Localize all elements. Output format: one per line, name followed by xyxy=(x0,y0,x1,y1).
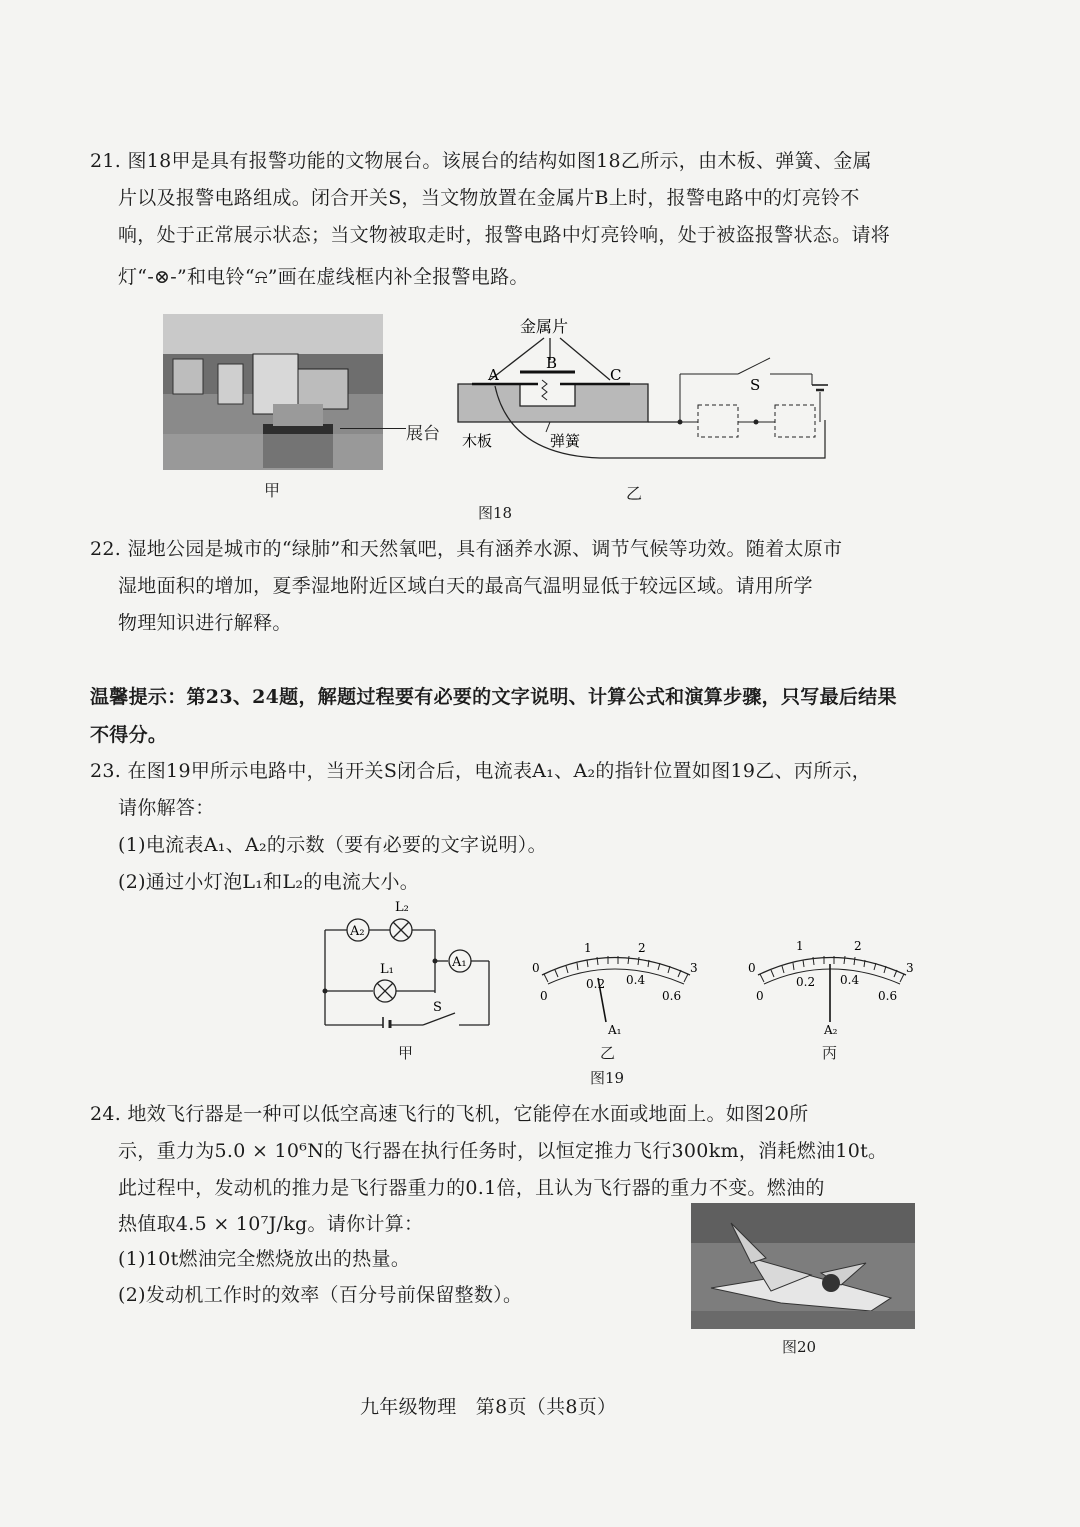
fig18-jia-label: 甲 xyxy=(264,481,281,500)
meter-bing-name: A₂ xyxy=(824,1023,838,1035)
a2-small-0.2: 0.2 xyxy=(796,975,816,989)
q24-line-1: 24. 地效飞行器是一种可以低空高速飞行的飞机，它能停在水面或地面上。如图20所 xyxy=(90,1103,809,1125)
q24-line-6: (2)发动机工作时的效率（百分号前保留整数）。 xyxy=(118,1284,523,1306)
page-footer: 九年级物理 第8页（共8页） xyxy=(360,1396,617,1418)
meter-yi-name: A₁ xyxy=(608,1023,622,1035)
exhibit-label: 展台 xyxy=(406,424,440,444)
q24-line-5: (1)10t燃油完全燃烧放出的热量。 xyxy=(118,1248,411,1270)
q24-line-2: 示，重力为5.0 × 10⁶N的飞行器在执行任务时，以恒定推力飞行300km，消耗燃油10t。 xyxy=(118,1140,888,1162)
fig19-yi-label: 乙 xyxy=(600,1044,616,1062)
a2-big-2: 2 xyxy=(854,939,862,953)
label-S: S xyxy=(750,376,761,394)
q21-line-3: 响，处于正常展示状态；当文物被取走时，报警电路中灯亮铃响，处于被盗报警状态。请将 xyxy=(118,224,891,246)
a1-big-3: 3 xyxy=(690,961,698,975)
tip-line-2: 不得分。 xyxy=(90,724,168,746)
fig20-caption: 图20 xyxy=(782,1338,817,1356)
a2-small-0: 0 xyxy=(756,989,764,1003)
q24-line-3: 此过程中，发动机的推力是飞行器重力的0.1倍，且认为飞行器的重力不变。燃油的 xyxy=(118,1177,825,1199)
q24-line-4: 热值取4.5 × 10⁷J/kg。请你计算： xyxy=(118,1213,424,1235)
a1-big-0: 0 xyxy=(532,961,540,975)
fig19-bing-label: 丙 xyxy=(822,1044,838,1062)
q23-line-2: 请你解答： xyxy=(118,797,215,819)
a2-big-0: 0 xyxy=(748,961,756,975)
fig18-caption: 图18 xyxy=(478,504,513,522)
q23-line-4: (2)通过小灯泡L₁和L₂的电流大小。 xyxy=(118,871,420,893)
tip-line-1: 温馨提示：第23、24题，解题过程要有必要的文字说明、计算公式和演算步骤，只写最后结果 xyxy=(90,686,897,708)
switch-s-label: S xyxy=(433,1000,442,1015)
lamp-l2-label: L₂ xyxy=(395,900,409,915)
a1-big-1: 1 xyxy=(584,941,592,955)
spring-label: 弹簧 xyxy=(550,432,581,450)
fig18-yi-label: 乙 xyxy=(626,484,643,503)
a1-small-0.2: 0.2 xyxy=(586,977,606,991)
q21-line-1: 21. 图18甲是具有报警功能的文物展台。该展台的结构如图18乙所示，由木板、弹簧、金属 xyxy=(90,150,872,172)
wood-label: 木板 xyxy=(462,432,493,450)
a1-small-0: 0 xyxy=(540,989,548,1003)
a1-big-2: 2 xyxy=(638,941,646,955)
a2-small-0.4: 0.4 xyxy=(840,973,860,987)
a2-small-0.6: 0.6 xyxy=(878,989,898,1003)
q22-line-3: 物理知识进行解释。 xyxy=(118,612,292,634)
q22-line-2: 湿地面积的增加，夏季湿地附近区域白天的最高气温明显低于较远区域。请用所学 xyxy=(118,575,813,597)
q21-line-4: 灯“-⊗-”和电铃“⍾”画在虚线框内补全报警电路。 xyxy=(118,266,529,288)
exhibit-pointer-line xyxy=(340,428,406,429)
a2-big-3: 3 xyxy=(906,961,914,975)
q21-line-2: 片以及报警电路组成。闭合开关S，当文物放置在金属片B上时，报警电路中的灯亮铃不 xyxy=(118,187,860,209)
circuit-diagram xyxy=(315,893,500,1028)
fig19-jia-label: 甲 xyxy=(398,1044,414,1062)
exhibit-photo xyxy=(163,314,383,470)
a1-small-0.6: 0.6 xyxy=(662,989,682,1003)
q23-line-3: (1)电流表A₁、A₂的示数（要有必要的文字说明）。 xyxy=(118,834,547,856)
label-A: A xyxy=(488,366,499,384)
ammeter-a1-dial xyxy=(522,930,707,1035)
q23-line-1: 23. 在图19甲所示电路中，当开关S闭合后，电流表A₁、A₂的指针位置如图19乙、丙所示， xyxy=(90,760,872,782)
lamp-l1-label: L₁ xyxy=(380,962,394,977)
ammeter-a2-symbol: A₂ xyxy=(350,924,365,939)
label-C: C xyxy=(610,366,622,384)
a2-big-1: 1 xyxy=(796,939,804,953)
metal-sheet-label: 金属片 xyxy=(520,317,569,336)
ammeter-a1-symbol: A₁ xyxy=(452,955,467,970)
alarm-structure-diagram xyxy=(450,310,850,485)
label-B: B xyxy=(546,354,558,372)
fig19-caption: 图19 xyxy=(590,1069,625,1087)
ground-effect-vehicle-photo xyxy=(691,1203,915,1329)
a1-small-0.4: 0.4 xyxy=(626,973,646,987)
q22-line-1: 22. 湿地公园是城市的“绿肺”和天然氧吧，具有涵养水源、调节气候等功效。随着太原市 xyxy=(90,538,843,560)
ammeter-a2-dial xyxy=(738,930,923,1035)
